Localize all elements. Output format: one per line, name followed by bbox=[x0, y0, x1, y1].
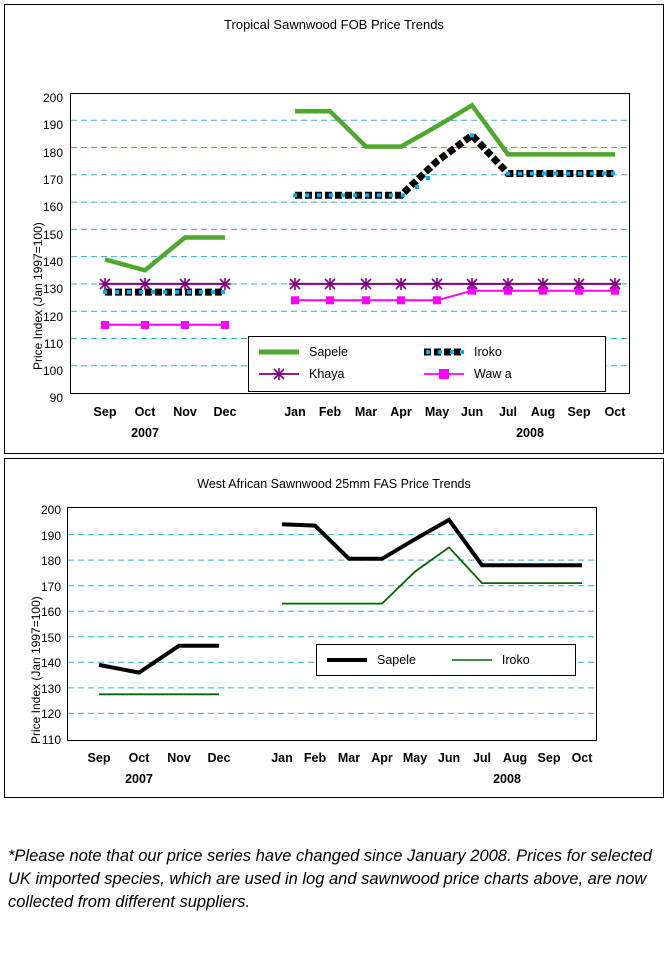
y-tick: 190 bbox=[42, 118, 63, 132]
x-tick: Feb bbox=[303, 751, 327, 765]
y-tick: 100 bbox=[42, 364, 63, 378]
legend-label: Khaya bbox=[309, 367, 345, 381]
chart-title-top: Tropical Sawnwood FOB Price Trends bbox=[224, 17, 444, 32]
legend-item-khaya bbox=[257, 363, 422, 385]
y-tick: 130 bbox=[42, 282, 63, 296]
legend-item-sapele bbox=[325, 649, 450, 671]
legend-label: Waw a bbox=[474, 367, 512, 381]
legend-key-wawa bbox=[422, 367, 466, 381]
legend-top bbox=[248, 336, 606, 392]
legend-label: Iroko bbox=[474, 345, 502, 359]
legend-key-iroko bbox=[450, 653, 494, 667]
x-tick: Oct bbox=[134, 405, 156, 419]
x-tick: Jan bbox=[271, 751, 293, 765]
y-tick: 90 bbox=[49, 391, 63, 405]
y-tick: 180 bbox=[40, 554, 61, 568]
chart-title-bottom: West African Sawnwood 25mm FAS Price Trends bbox=[197, 477, 471, 491]
x-tick: Sep bbox=[567, 405, 591, 419]
chart-panel-west-african-sawnwood bbox=[4, 458, 664, 798]
footnote: *Please note that our price series have changed since January 2008. Prices for selected UK imported species, which are used in log and sawnwood price charts above, are now collected from different suppliers. bbox=[8, 847, 652, 911]
y-axis-label-top: Price Index (Jan 1997=100) bbox=[31, 222, 45, 370]
legend-item-sapele bbox=[257, 341, 422, 363]
legend-key-sapele bbox=[257, 345, 301, 359]
x-year-label: 2008 bbox=[516, 426, 544, 440]
x-tick: Aug bbox=[530, 405, 556, 419]
legend-item-iroko bbox=[422, 341, 587, 363]
chart-panel-tropical-sawnwood bbox=[4, 4, 664, 454]
x-tick: Apr bbox=[371, 751, 393, 765]
x-year-label: 2007 bbox=[131, 426, 159, 440]
y-tick: 180 bbox=[42, 146, 63, 160]
y-tick: 170 bbox=[42, 173, 63, 187]
y-tick: 120 bbox=[42, 310, 63, 324]
x-tick: Dec bbox=[207, 751, 231, 765]
x-tick: Aug bbox=[502, 751, 528, 765]
x-tick: Sep bbox=[87, 751, 111, 765]
x-tick: Oct bbox=[604, 405, 626, 419]
y-tick: 190 bbox=[40, 529, 61, 543]
x-tick: Oct bbox=[128, 751, 150, 765]
x-tick: Apr bbox=[390, 405, 412, 419]
x-tick: Nov bbox=[167, 751, 191, 765]
legend-key-sapele bbox=[325, 653, 369, 667]
y-tick: 120 bbox=[40, 707, 61, 721]
legend-item-iroko bbox=[450, 649, 567, 671]
y-axis-label-bottom: Price Index (Jan 1997=100) bbox=[29, 596, 43, 744]
x-tick: Mar bbox=[354, 405, 378, 419]
x-tick: Jun bbox=[460, 405, 484, 419]
x-tick: Dec bbox=[213, 405, 237, 419]
series-iroko-2007 bbox=[103, 290, 225, 294]
x-tick: May bbox=[424, 405, 450, 419]
y-tick: 110 bbox=[41, 733, 61, 747]
y-tick: 170 bbox=[40, 580, 61, 594]
y-tick: 160 bbox=[42, 200, 63, 214]
legend-bottom bbox=[316, 644, 576, 676]
x-tick: Nov bbox=[173, 405, 197, 419]
x-tick: May bbox=[402, 751, 428, 765]
y-tick: 110 bbox=[43, 337, 63, 351]
y-tick: 140 bbox=[42, 255, 63, 269]
y-tick: 130 bbox=[40, 682, 61, 696]
y-tick: 150 bbox=[40, 631, 61, 645]
legend-label: Iroko bbox=[501, 653, 530, 667]
legend-label: Sapele bbox=[377, 653, 416, 667]
y-tick: 150 bbox=[42, 228, 63, 242]
x-tick: Mar bbox=[337, 751, 361, 765]
x-tick: Jan bbox=[284, 405, 306, 419]
legend-key-khaya bbox=[257, 367, 301, 381]
legend-key-iroko bbox=[422, 345, 466, 359]
y-tick: 140 bbox=[40, 656, 61, 670]
legend-item-wawa bbox=[422, 363, 587, 385]
y-tick: 200 bbox=[42, 91, 63, 105]
x-tick: Sep bbox=[537, 751, 561, 765]
chart-svg-bottom bbox=[67, 507, 597, 745]
legend-label: Sapele bbox=[309, 345, 348, 359]
x-tick: Feb bbox=[318, 405, 342, 419]
x-tick: Jun bbox=[437, 751, 461, 765]
y-tick: 160 bbox=[40, 605, 61, 619]
x-tick: Sep bbox=[93, 405, 117, 419]
x-tick: Oct bbox=[571, 751, 593, 765]
y-tick: 200 bbox=[40, 503, 61, 517]
x-year-label: 2007 bbox=[125, 772, 153, 786]
x-tick: Jul bbox=[472, 751, 492, 765]
x-year-label: 2008 bbox=[493, 772, 521, 786]
plot-area-bottom bbox=[67, 507, 597, 745]
x-tick: Jul bbox=[498, 405, 518, 419]
